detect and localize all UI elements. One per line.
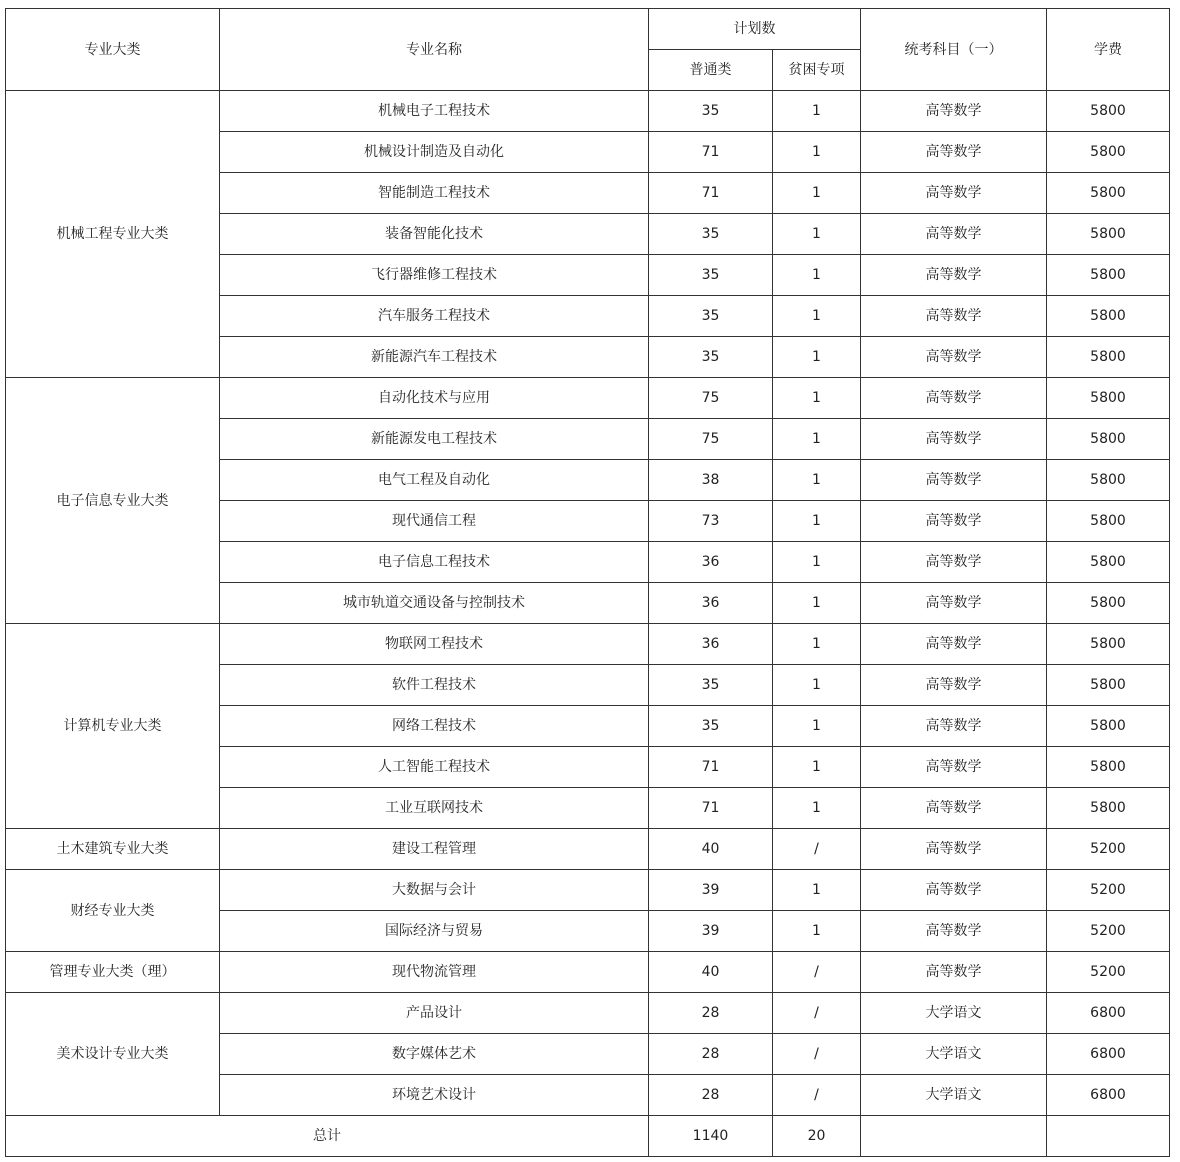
major-name-cell: 电气工程及自动化 [220,460,649,501]
tuition-cell: 6800 [1047,1075,1170,1116]
exam-subject-cell: 高等数学 [861,583,1047,624]
category-cell: 财经专业大类 [6,870,220,952]
poverty-quota-cell: 1 [773,337,861,378]
table-row [6,952,1170,993]
major-name-cell: 建设工程管理 [220,829,649,870]
tuition-cell: 5800 [1047,501,1170,542]
major-name-cell: 新能源发电工程技术 [220,419,649,460]
header-tuition: 学费 [1047,9,1170,91]
table-row [6,378,1170,419]
poverty-quota-cell: / [773,1075,861,1116]
tuition-cell: 5800 [1047,173,1170,214]
regular-quota-cell: 71 [649,788,773,829]
header-regular: 普通类 [649,50,773,91]
tuition-cell: 5200 [1047,870,1170,911]
major-name-cell: 智能制造工程技术 [220,173,649,214]
total-label: 总计 [6,1116,649,1157]
major-name-cell: 国际经济与贸易 [220,911,649,952]
poverty-quota-cell: / [773,1034,861,1075]
exam-subject-cell: 高等数学 [861,788,1047,829]
exam-subject-cell: 高等数学 [861,870,1047,911]
category-cell: 管理专业大类（理） [6,952,220,993]
tuition-cell: 5200 [1047,911,1170,952]
total-poverty: 20 [773,1116,861,1157]
major-name-cell: 大数据与会计 [220,870,649,911]
poverty-quota-cell: 1 [773,501,861,542]
major-name-cell: 现代物流管理 [220,952,649,993]
exam-subject-cell: 高等数学 [861,624,1047,665]
tuition-cell: 5200 [1047,952,1170,993]
major-name-cell: 物联网工程技术 [220,624,649,665]
regular-quota-cell: 36 [649,624,773,665]
tuition-cell: 5200 [1047,829,1170,870]
tuition-cell: 5800 [1047,788,1170,829]
major-name-cell: 工业互联网技术 [220,788,649,829]
tuition-cell: 5800 [1047,214,1170,255]
exam-subject-cell: 高等数学 [861,255,1047,296]
tuition-cell: 6800 [1047,993,1170,1034]
tuition-cell: 6800 [1047,1034,1170,1075]
table-body [6,91,1170,1116]
category-cell: 土木建筑专业大类 [6,829,220,870]
tuition-cell: 5800 [1047,91,1170,132]
exam-subject-cell: 高等数学 [861,132,1047,173]
poverty-quota-cell: 1 [773,255,861,296]
enrollment-plan-table [5,8,1170,1157]
exam-subject-cell: 高等数学 [861,214,1047,255]
regular-quota-cell: 39 [649,870,773,911]
header-category: 专业大类 [6,9,220,91]
tuition-cell: 5800 [1047,706,1170,747]
category-cell: 机械工程专业大类 [6,91,220,378]
total-row [6,1116,1170,1157]
exam-subject-cell: 大学语文 [861,993,1047,1034]
major-name-cell: 汽车服务工程技术 [220,296,649,337]
exam-subject-cell: 高等数学 [861,911,1047,952]
regular-quota-cell: 28 [649,1034,773,1075]
table-row [6,993,1170,1034]
poverty-quota-cell: 1 [773,132,861,173]
poverty-quota-cell: 1 [773,583,861,624]
regular-quota-cell: 35 [649,337,773,378]
poverty-quota-cell: 1 [773,214,861,255]
regular-quota-cell: 39 [649,911,773,952]
major-name-cell: 现代通信工程 [220,501,649,542]
poverty-quota-cell: 1 [773,788,861,829]
regular-quota-cell: 35 [649,214,773,255]
category-cell: 电子信息专业大类 [6,378,220,624]
exam-subject-cell: 大学语文 [861,1034,1047,1075]
poverty-quota-cell: 1 [773,378,861,419]
regular-quota-cell: 28 [649,1075,773,1116]
regular-quota-cell: 73 [649,501,773,542]
exam-subject-cell: 高等数学 [861,747,1047,788]
poverty-quota-cell: 1 [773,173,861,214]
poverty-quota-cell: 1 [773,706,861,747]
header-plan: 计划数 [649,9,861,50]
tuition-cell: 5800 [1047,337,1170,378]
poverty-quota-cell: 1 [773,296,861,337]
exam-subject-cell: 高等数学 [861,296,1047,337]
major-name-cell: 自动化技术与应用 [220,378,649,419]
regular-quota-cell: 40 [649,952,773,993]
tuition-cell: 5800 [1047,296,1170,337]
exam-subject-cell: 高等数学 [861,91,1047,132]
major-name-cell: 数字媒体艺术 [220,1034,649,1075]
major-name-cell: 新能源汽车工程技术 [220,337,649,378]
major-name-cell: 城市轨道交通设备与控制技术 [220,583,649,624]
exam-subject-cell: 高等数学 [861,952,1047,993]
exam-subject-cell: 高等数学 [861,706,1047,747]
exam-subject-cell: 高等数学 [861,419,1047,460]
regular-quota-cell: 35 [649,706,773,747]
tuition-cell: 5800 [1047,132,1170,173]
major-name-cell: 机械电子工程技术 [220,91,649,132]
regular-quota-cell: 40 [649,829,773,870]
major-name-cell: 飞行器维修工程技术 [220,255,649,296]
regular-quota-cell: 71 [649,132,773,173]
poverty-quota-cell: 1 [773,91,861,132]
poverty-quota-cell: / [773,952,861,993]
major-name-cell: 人工智能工程技术 [220,747,649,788]
major-name-cell: 网络工程技术 [220,706,649,747]
category-cell: 计算机专业大类 [6,624,220,829]
tuition-cell: 5800 [1047,624,1170,665]
poverty-quota-cell: 1 [773,624,861,665]
poverty-quota-cell: 1 [773,911,861,952]
tuition-cell: 5800 [1047,747,1170,788]
exam-subject-cell: 高等数学 [861,829,1047,870]
exam-subject-cell: 高等数学 [861,665,1047,706]
regular-quota-cell: 35 [649,665,773,706]
header-poverty-special: 贫困专项 [773,50,861,91]
exam-subject-cell: 高等数学 [861,501,1047,542]
poverty-quota-cell: 1 [773,419,861,460]
exam-subject-cell: 高等数学 [861,173,1047,214]
poverty-quota-cell: / [773,829,861,870]
major-name-cell: 产品设计 [220,993,649,1034]
table-row [6,870,1170,911]
regular-quota-cell: 36 [649,583,773,624]
tuition-cell: 5800 [1047,542,1170,583]
exam-subject-cell: 高等数学 [861,337,1047,378]
regular-quota-cell: 38 [649,460,773,501]
table-row [6,829,1170,870]
major-name-cell: 装备智能化技术 [220,214,649,255]
total-regular: 1140 [649,1116,773,1157]
table-row [6,91,1170,132]
total-exam [861,1116,1047,1157]
tuition-cell: 5800 [1047,665,1170,706]
table-row [6,624,1170,665]
category-cell: 美术设计专业大类 [6,993,220,1116]
tuition-cell: 5800 [1047,583,1170,624]
poverty-quota-cell: 1 [773,747,861,788]
regular-quota-cell: 71 [649,747,773,788]
exam-subject-cell: 高等数学 [861,378,1047,419]
tuition-cell: 5800 [1047,378,1170,419]
tuition-cell: 5800 [1047,460,1170,501]
regular-quota-cell: 71 [649,173,773,214]
exam-subject-cell: 大学语文 [861,1075,1047,1116]
regular-quota-cell: 75 [649,378,773,419]
regular-quota-cell: 35 [649,296,773,337]
major-name-cell: 环境艺术设计 [220,1075,649,1116]
exam-subject-cell: 高等数学 [861,460,1047,501]
header-exam-subject: 统考科目（一） [861,9,1047,91]
total-fee [1047,1116,1170,1157]
header-row [6,9,1170,50]
regular-quota-cell: 35 [649,91,773,132]
major-name-cell: 软件工程技术 [220,665,649,706]
regular-quota-cell: 28 [649,993,773,1034]
regular-quota-cell: 35 [649,255,773,296]
major-name-cell: 电子信息工程技术 [220,542,649,583]
poverty-quota-cell: 1 [773,460,861,501]
regular-quota-cell: 75 [649,419,773,460]
poverty-quota-cell: 1 [773,870,861,911]
tuition-cell: 5800 [1047,255,1170,296]
tuition-cell: 5800 [1047,419,1170,460]
major-name-cell: 机械设计制造及自动化 [220,132,649,173]
poverty-quota-cell: / [773,993,861,1034]
regular-quota-cell: 36 [649,542,773,583]
poverty-quota-cell: 1 [773,542,861,583]
exam-subject-cell: 高等数学 [861,542,1047,583]
header-major: 专业名称 [220,9,649,91]
poverty-quota-cell: 1 [773,665,861,706]
